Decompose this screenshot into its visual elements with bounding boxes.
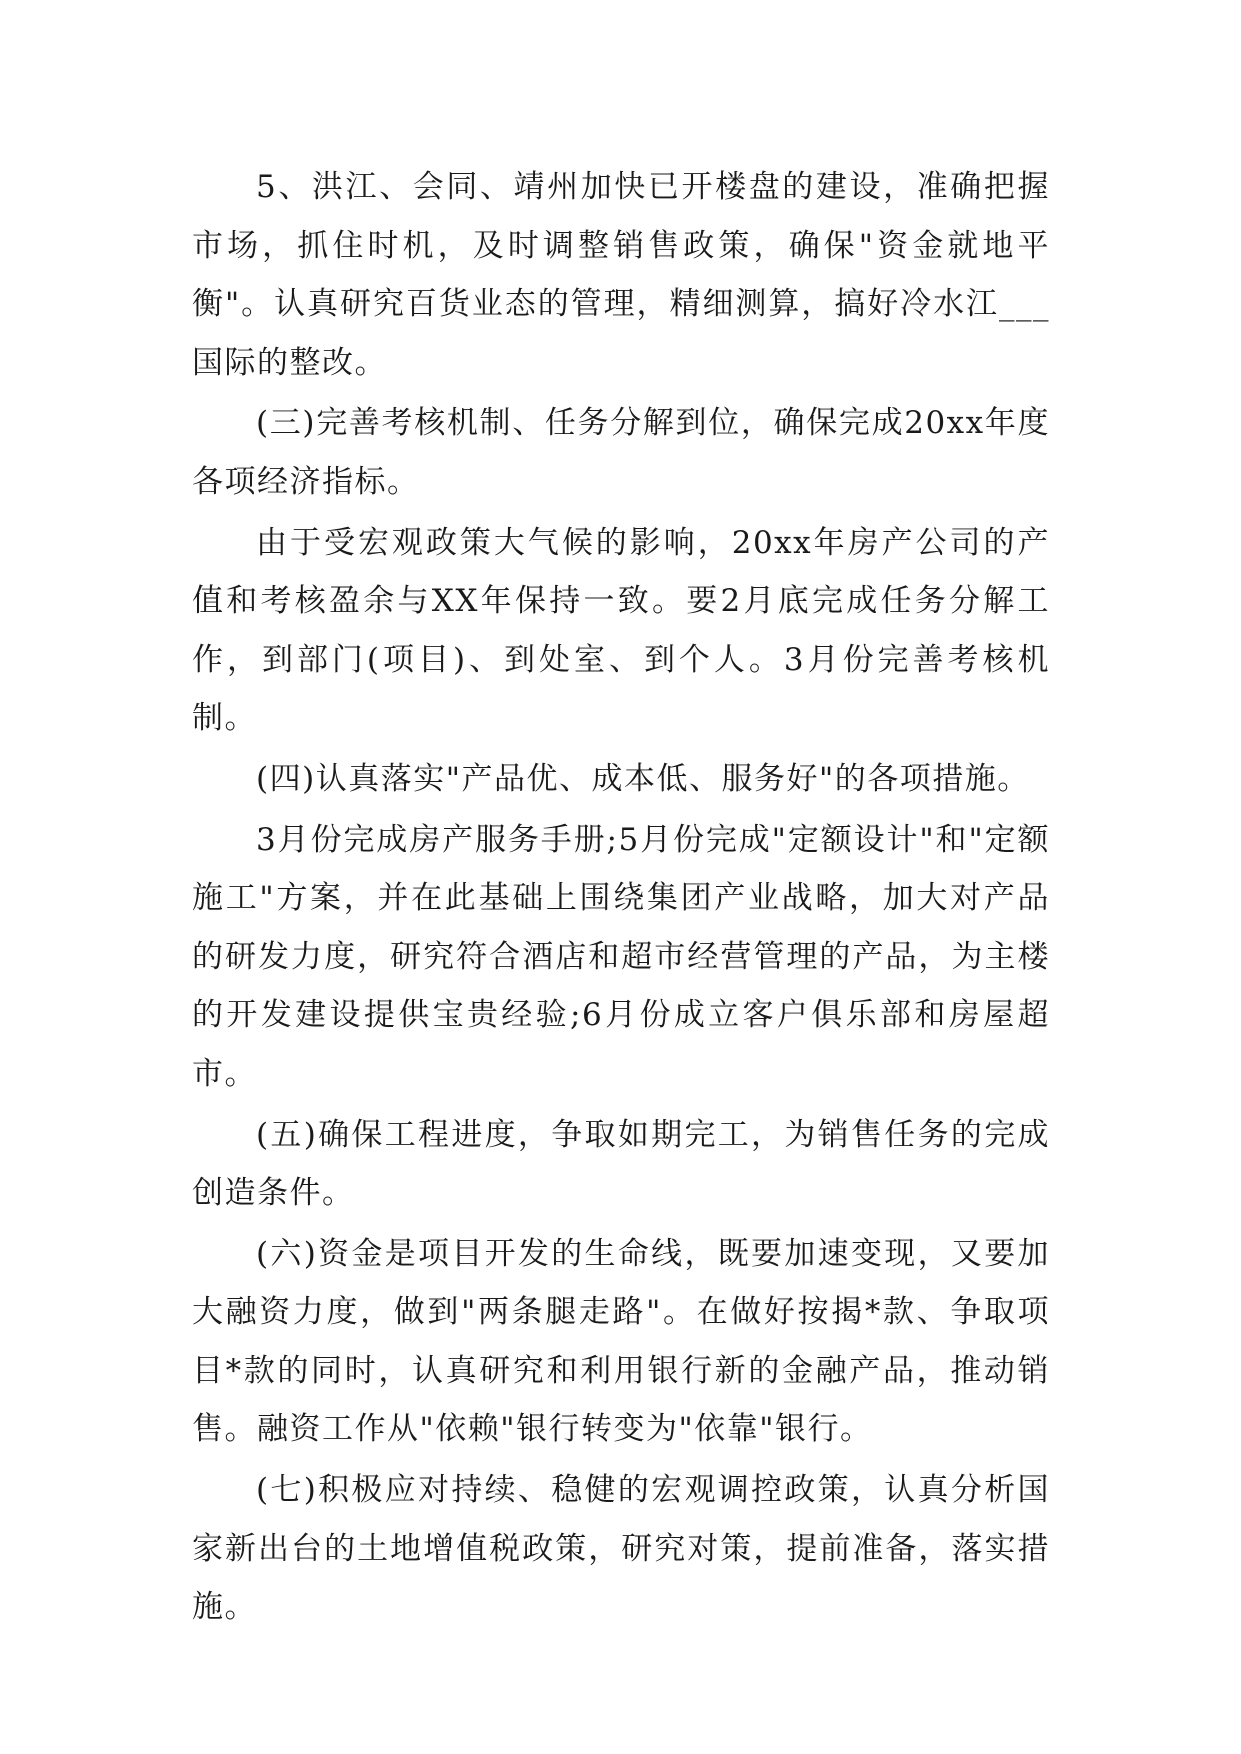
- paragraph-section-4-heading: (四)认真落实"产品优、成本低、服务好"的各项措施。: [256, 760, 1030, 797]
- paragraph-section-5-heading: (五)确保工程进度，争取如期完工，为销售任务的完成创造条件。: [192, 1116, 1050, 1212]
- paragraph-assessment-targets: 由于受宏观政策大气候的影响，20xx年房产公司的产值和考核盈余与XX年保持一致。要2月底完成任务分解工作，到部门(项目)、到处室、到个人。3月份完善考核机制。: [192, 524, 1050, 737]
- document-body: [192, 158, 1050, 1639]
- paragraph-service-manual: 3月份完成房产服务手册;5月份完成"定额设计"和"定额施工"方案，并在此基础上围绕集团产业战略，加大对产品的研发力度，研究符合酒店和超市经营管理的产品，为主楼的开发建设提供宝贵经验;6月份成立客户俱乐部和房屋超市。: [192, 821, 1050, 1092]
- paragraph-section-3-heading: (三)完善考核机制、任务分解到位，确保完成20xx年度各项经济指标。: [192, 405, 1050, 500]
- paragraph-housing-projects: 5、洪江、会同、靖州加快已开楼盘的建设，准确把握市场，抓住时机，及时调整销售政策，确保"资金就地平衡"。认真研究百货业态的管理，精细测算，搞好冷水江___国际的整改。: [192, 169, 1050, 381]
- paragraph-section-7-policy: (七)积极应对持续、稳健的宏观调控政策，认真分析国家新出台的土地增值税政策，研究对策，提前准备，落实措施。: [192, 1472, 1050, 1626]
- paragraph-section-6-financing: (六)资金是项目开发的生命线，既要加速变现，又要加大融资力度，做到"两条腿走路"。在做好按揭*款、争取项目*款的同时，认真研究和利用银行新的金融产品，推动销售。融资工作从"依赖"银行转变为"依靠"银行。: [192, 1235, 1050, 1448]
